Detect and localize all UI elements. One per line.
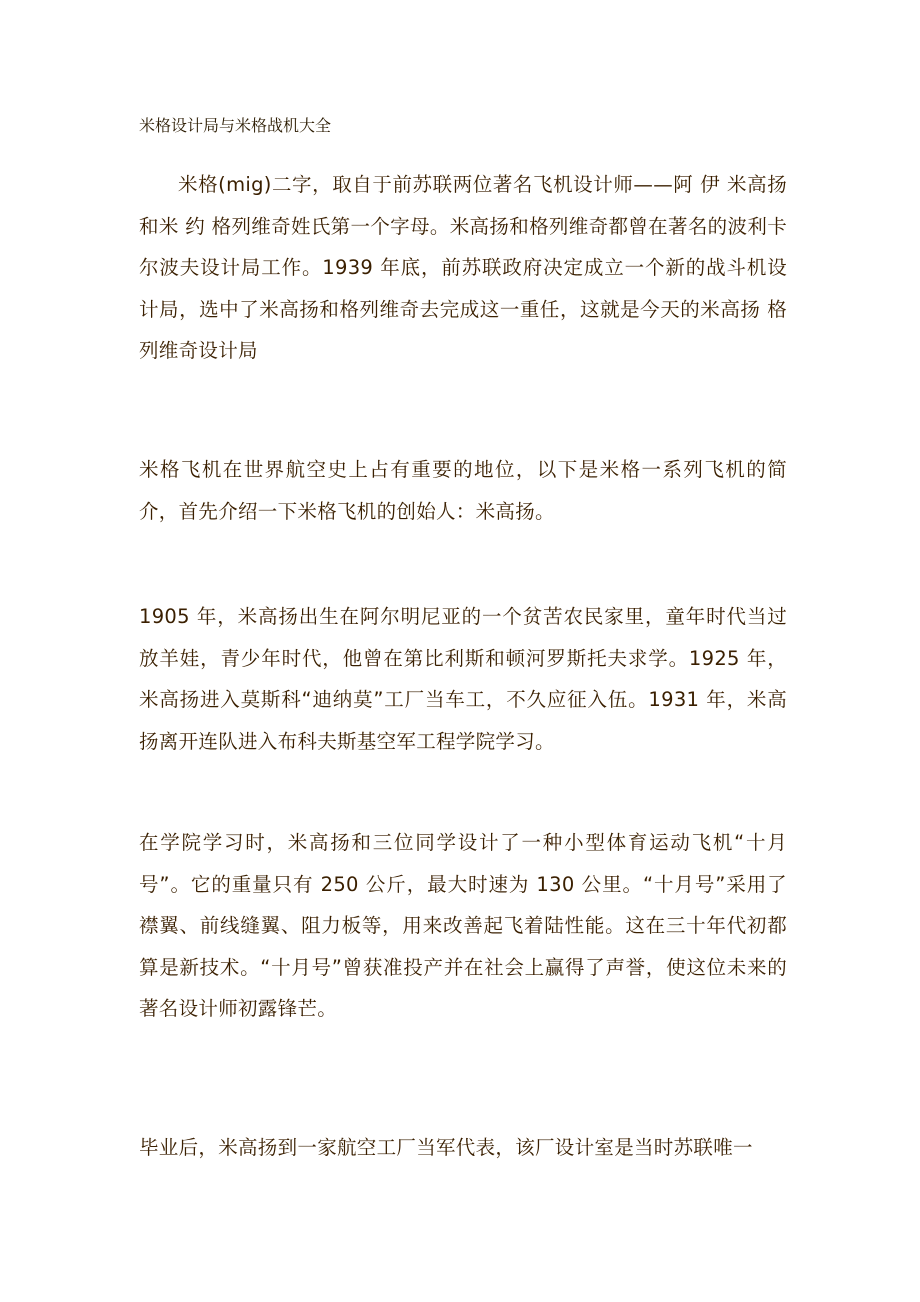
- paragraph-october-aircraft: 在学院学习时，米高扬和三位同学设计了一种小型体育运动飞机“十月号”。它的重量只有 250 公斤，最大时速为 130 公里。“十月号”采用了襟翼、前线缝翼、阻力板等，用来改善起飞着陆性能。这在三十年代初都算是新技术。“十月号”曾获准投产并在社会上赢得了声誉，使这位未来的著名设计师初露锋芒。: [139, 831, 787, 1020]
- paragraph-after-graduation: 毕业后，米高扬到一家航空工厂当军代表，该厂设计室是当时苏联唯一: [139, 1136, 753, 1159]
- paragraph-mig-importance: 米格飞机在世界航空史上占有重要的地位，以下是米格一系列飞机的简介，首先介绍一下米格飞机的创始人：米高扬。: [139, 458, 787, 523]
- paragraph-mikoyan-early-life: 1905 年，米高扬出生在阿尔明尼亚的一个贫苦农民家里，童年时代当过放羊娃，青少年时代，他曾在第比利斯和顿河罗斯托夫求学。1925 年，米高扬进入莫斯科“迪纳莫”工厂当车工，不久应征入伍。1931 年，米高扬离开连队进入布科夫斯基空军工程学院学习。: [139, 605, 787, 753]
- paragraph-mig-name-origin: 米格(mig)二字，取自于前苏联两位著名飞机设计师——阿 伊 米高扬和米 约 格列维奇姓氏第一个字母。米高扬和格列维奇都曾在著名的波利卡尔波夫设计局工作。1939 年底，前苏联政府决定成立一个新的战斗机设计局，选中了米高扬和格列维奇去完成这一重任，这就是今天的米高扬 格列维奇设计局: [139, 173, 787, 362]
- document-title: 米格设计局与米格战机大全: [139, 116, 332, 135]
